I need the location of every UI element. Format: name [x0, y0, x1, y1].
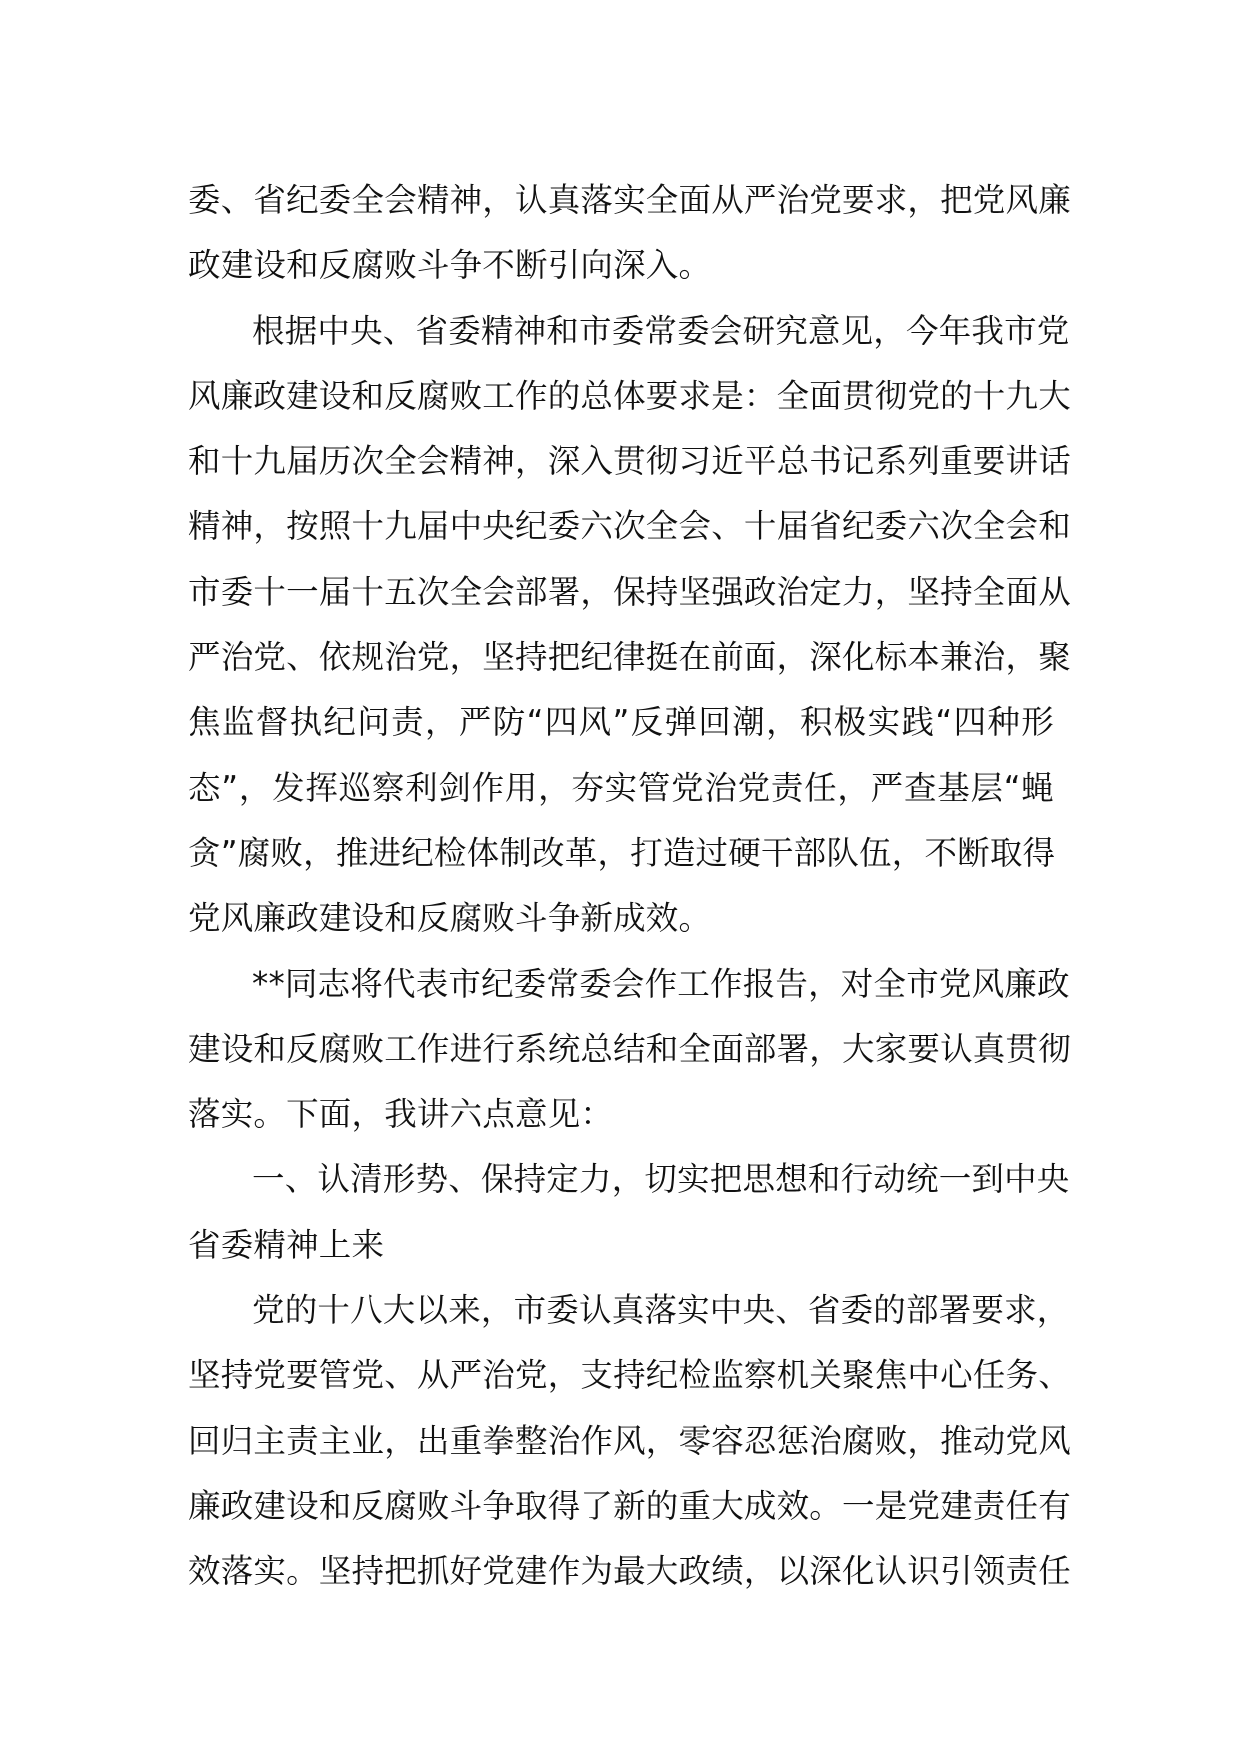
text-line: 省委精神上来	[188, 1225, 385, 1264]
text-line: 效落实。坚持把抓好党建作为最大政绩，以深化认识引领责任	[188, 1552, 1071, 1591]
text-line: 党的十八大以来，市委认真落实中央、省委的部署要求，	[252, 1291, 1070, 1330]
text-line: 态”，发挥巡察利剑作用，夯实管党治党责任，严查基层“蝇	[188, 768, 1054, 807]
text-line: 回归主责主业，出重拳整治作风，零容忍惩治腐败，推动党风	[188, 1421, 1071, 1460]
text-line: 坚持党要管党、从严治党，支持纪检监察机关聚焦中心任务、	[188, 1356, 1071, 1395]
text-line: 政建设和反腐败斗争不断引向深入。	[188, 246, 712, 285]
text-line: 严治党、依规治党，坚持把纪律挺在前面，深化标本兼治，聚	[188, 638, 1071, 677]
text-line: 风廉政建设和反腐败工作的总体要求是：全面贯彻党的十九大	[188, 376, 1071, 415]
text-line: 落实。下面，我讲六点意见：	[188, 1095, 614, 1134]
text-line: **同志将代表市纪委常委会作工作报告，对全市党风廉政	[252, 964, 1070, 1003]
text-line: 党风廉政建设和反腐败斗争新成效。	[188, 899, 712, 938]
text-line: 一、认清形势、保持定力，切实把思想和行动统一到中央	[252, 1160, 1070, 1199]
text-line: 根据中央、省委精神和市委常委会研究意见，今年我市党	[252, 311, 1070, 350]
text-line: 委、省纪委全会精神，认真落实全面从严治党要求，把党风廉	[188, 181, 1071, 219]
text-line: 和十九届历次全会精神，深入贯彻习近平总书记系列重要讲话	[188, 442, 1071, 481]
text-line: 市委十一届十五次全会部署，保持坚强政治定力，坚持全面从	[188, 572, 1071, 611]
text-line: 精神，按照十九届中央纪委六次全会、十届省纪委六次全会和	[188, 507, 1071, 546]
text-line: 焦监督执纪问责，严防“四风”反弹回潮，积极实践“四种形	[188, 703, 1054, 742]
text-line: 建设和反腐败工作进行系统总结和全面部署，大家要认真贯彻	[188, 1029, 1071, 1068]
document-body	[188, 168, 1071, 1605]
text-line: 廉政建设和反腐败斗争取得了新的重大成效。一是党建责任有	[188, 1486, 1071, 1525]
text-line: 贪”腐败，推进纪检体制改革，打造过硬干部队伍，不断取得	[188, 833, 1056, 872]
